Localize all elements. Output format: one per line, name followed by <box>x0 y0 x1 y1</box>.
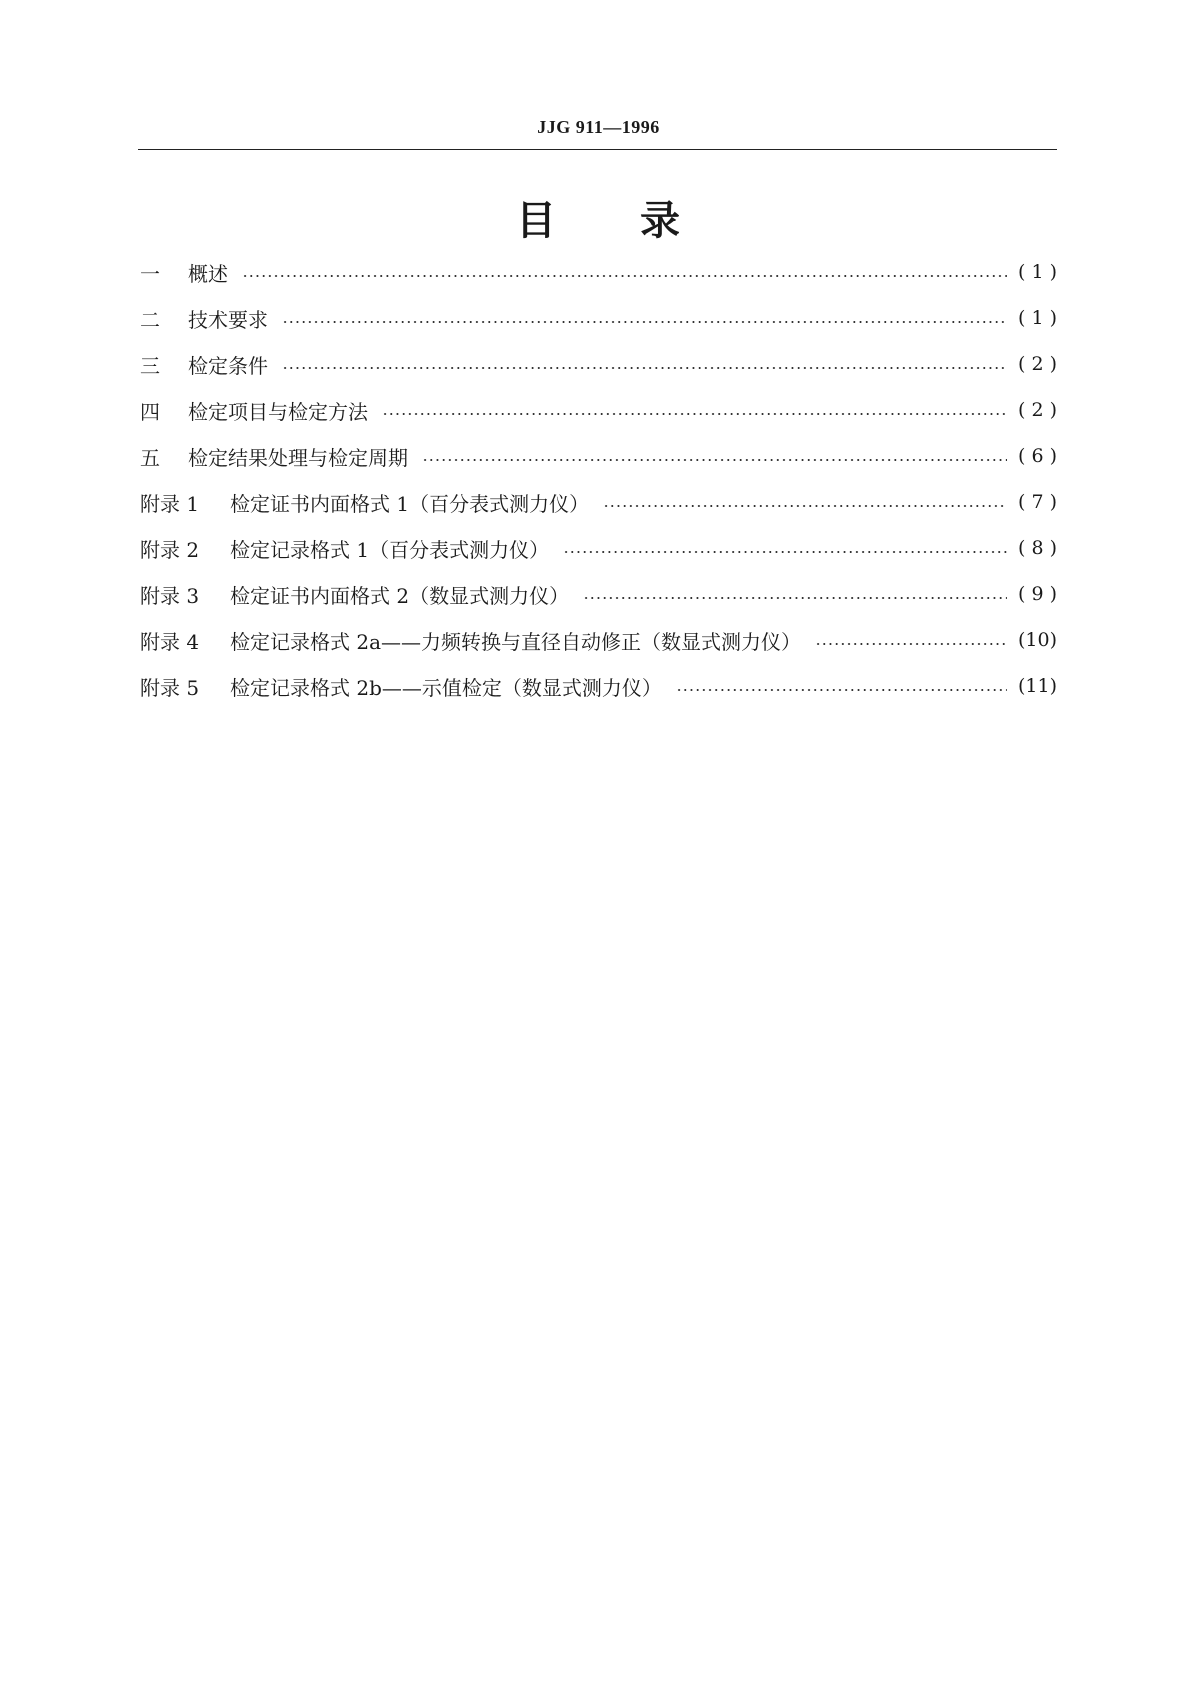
toc-entry-title: 检定记录格式 2b——示值检定（数显式测力仪） <box>230 675 662 700</box>
toc-entry-number: 一 <box>140 261 160 286</box>
header-divider <box>138 149 1057 150</box>
dot-leader <box>242 275 1007 277</box>
toc-entry-number: 附录 3 <box>140 583 200 608</box>
toc-entry-number: 五 <box>140 445 160 470</box>
toc-entry-appendix-1[interactable] <box>140 486 1057 518</box>
dot-leader <box>422 459 1007 461</box>
toc-entry-page: ( 2 ) <box>1018 399 1057 421</box>
toc-entry-page: (10) <box>1017 629 1057 651</box>
dot-leader <box>282 367 1007 369</box>
toc-entry-page: ( 7 ) <box>1018 491 1057 513</box>
page-title-char-1: 目 <box>516 198 556 244</box>
dot-leader <box>382 413 1007 415</box>
dot-leader <box>603 505 1007 507</box>
page-title-char-2: 录 <box>640 198 680 244</box>
toc-entry-4[interactable] <box>140 394 1057 426</box>
dot-leader <box>282 321 1007 323</box>
toc-entry-title: 检定记录格式 2a——力频转换与直径自动修正（数显式测力仪） <box>230 629 802 654</box>
toc-entry-title: 检定结果处理与检定周期 <box>188 445 408 470</box>
toc-entry-appendix-3[interactable] <box>140 578 1057 610</box>
toc-entry-page: ( 8 ) <box>1018 537 1057 559</box>
toc-entry-2[interactable] <box>140 302 1057 334</box>
toc-entry-page: ( 6 ) <box>1018 445 1057 467</box>
toc-entry-page: ( 1 ) <box>1018 261 1057 283</box>
toc-entry-1[interactable] <box>140 256 1057 288</box>
toc-entry-3[interactable] <box>140 348 1057 380</box>
toc-entry-title: 检定记录格式 1（百分表式测力仪） <box>230 537 550 562</box>
toc-entry-number: 三 <box>140 353 160 378</box>
toc-entry-5[interactable] <box>140 440 1057 472</box>
toc-entry-page: ( 2 ) <box>1018 353 1057 375</box>
toc-entry-title: 检定条件 <box>188 353 268 378</box>
toc-entry-number: 附录 5 <box>140 675 200 700</box>
toc-entry-appendix-5[interactable] <box>140 670 1057 702</box>
page-title <box>140 196 1057 246</box>
toc-entry-number: 四 <box>140 399 160 424</box>
toc-entry-page: ( 9 ) <box>1018 583 1057 605</box>
toc-entry-number: 附录 2 <box>140 537 200 562</box>
dot-leader <box>676 689 1007 691</box>
standard-code-header: JJG 911—1996 <box>537 117 660 137</box>
toc-entry-number: 附录 4 <box>140 629 200 654</box>
toc-entry-page: (11) <box>1017 675 1057 697</box>
toc-entry-appendix-4[interactable] <box>140 624 1057 656</box>
dot-leader <box>563 551 1007 553</box>
toc-entry-title: 检定证书内面格式 1（百分表式测力仪） <box>230 491 590 516</box>
dot-leader <box>815 643 1007 645</box>
toc-entry-number: 附录 1 <box>140 491 200 516</box>
toc-entry-title: 检定证书内面格式 2（数显式测力仪） <box>230 583 570 608</box>
toc-entry-title: 技术要求 <box>188 307 268 332</box>
toc-entry-appendix-2[interactable] <box>140 532 1057 564</box>
toc-entry-title: 检定项目与检定方法 <box>188 399 368 424</box>
toc-entry-number: 二 <box>140 307 160 332</box>
toc-entry-title: 概述 <box>188 261 228 286</box>
dot-leader <box>583 597 1007 599</box>
toc-entry-page: ( 1 ) <box>1018 307 1057 329</box>
